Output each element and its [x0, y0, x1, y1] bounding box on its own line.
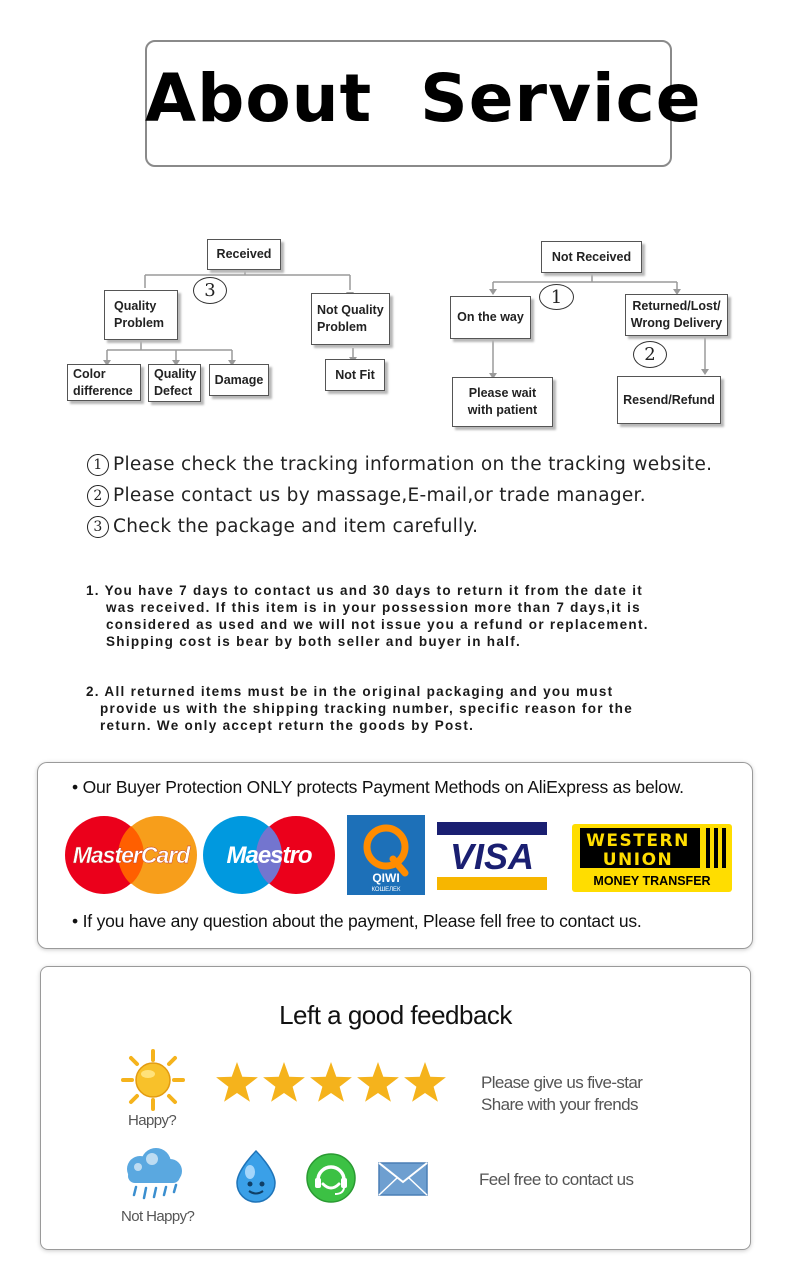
visa-logo [437, 822, 547, 890]
flow-not-fit: Not Fit [325, 359, 385, 391]
mastercard-wordmark: MasterCard [72, 842, 190, 868]
qiwi-subtitle: КОШЕЛЕК [371, 887, 401, 893]
five-star-text [481, 1072, 642, 1116]
payment-note-bottom: • If you have any question about the payment, Please fell free to contact us. [72, 911, 642, 931]
step-3-badge: 3 [193, 277, 227, 304]
policy-1-line-1: 1. You have 7 days to contact us and 30 days to return it from the date it [86, 583, 644, 598]
flow-color-difference: Color difference [67, 364, 141, 401]
policy-2 [86, 683, 706, 734]
star-icon [216, 1062, 258, 1102]
chat-drop-icon[interactable] [229, 1148, 283, 1204]
flow-damage: Damage [209, 364, 269, 396]
contact-text: Feel free to contact us [479, 1170, 634, 1189]
support-headset-icon[interactable] [305, 1152, 357, 1204]
western-union-line-1: WESTERN [586, 831, 690, 851]
sun-icon [118, 1048, 188, 1112]
tip-1-number: 1 [87, 454, 109, 476]
mastercard-logo [64, 815, 198, 895]
tip-2 [87, 485, 646, 507]
flow-returned-lost: Returned/Lost/ Wrong Delivery [625, 294, 728, 336]
maestro-wordmark: Maestro [226, 842, 312, 869]
step-1-badge: 1 [539, 284, 574, 310]
policy-1-line-2: was received. If this item is in your possession more than 7 days,it is [106, 600, 641, 615]
western-union-logo [572, 824, 732, 892]
mail-icon[interactable] [378, 1162, 428, 1196]
policy-2-line-3: return. We only accept return the goods by Post. [100, 718, 475, 733]
happy-label: Happy? [128, 1112, 177, 1129]
flow-not-quality-problem: Not Quality Problem [311, 293, 390, 345]
star-icon [404, 1062, 446, 1102]
flow-received: Received [207, 239, 281, 270]
tip-2-text: Please contact us by massage,E-mail,or trade manager. [113, 485, 646, 506]
qiwi-logo [347, 815, 425, 895]
five-star-line-1: Please give us five-star [481, 1073, 643, 1092]
flow-resend-refund: Resend/Refund [617, 376, 721, 424]
tip-2-number: 2 [87, 485, 109, 507]
flow-not-received: Not Received [541, 241, 642, 273]
rain-cloud-icon [118, 1147, 190, 1205]
star-icon [263, 1062, 305, 1102]
step-2-badge: 2 [633, 341, 667, 368]
policy-2-line-1: 2. All returned items must be in the original packaging and you must [86, 684, 614, 699]
flow-quality-problem: Quality Problem [104, 290, 178, 340]
five-star-rating [214, 1060, 450, 1106]
not-happy-label: Not Happy? [121, 1208, 195, 1225]
feedback-title: Left a good feedback [279, 1000, 512, 1030]
star-icon [357, 1062, 399, 1102]
flow-on-the-way: On the way [450, 296, 531, 339]
flow-quality-defect: Quality Defect [148, 364, 201, 402]
western-union-line-3: MONEY TRANSFER [593, 874, 711, 888]
policy-1-line-3: considered as used and we will not issue you a refund or replacement. [106, 617, 649, 632]
policy-1 [86, 582, 706, 650]
five-star-line-2: Share with your frends [481, 1095, 638, 1114]
page-title: About Service [145, 60, 702, 137]
visa-wordmark: VISA [449, 836, 535, 877]
tip-1 [87, 454, 712, 476]
star-icon [310, 1062, 352, 1102]
western-union-line-2: UNION [602, 850, 674, 870]
payment-note-top: • Our Buyer Protection ONLY protects Payment Methods on AliExpress as below. [72, 777, 684, 797]
maestro-logo [202, 815, 336, 895]
tip-3-number: 3 [87, 516, 109, 538]
flow-please-wait: Please wait with patient [452, 377, 553, 427]
policy-2-line-2: provide us with the shipping tracking number, specific reason for the [100, 701, 634, 716]
qiwi-wordmark: QIWI [372, 871, 400, 885]
policy-1-line-4: Shipping cost is bear by both seller and buyer in half. [106, 634, 522, 649]
tip-3-text: Check the package and item carefully. [113, 516, 479, 537]
tip-3 [87, 516, 478, 538]
tip-1-text: Please check the tracking information on the tracking website. [113, 454, 713, 475]
